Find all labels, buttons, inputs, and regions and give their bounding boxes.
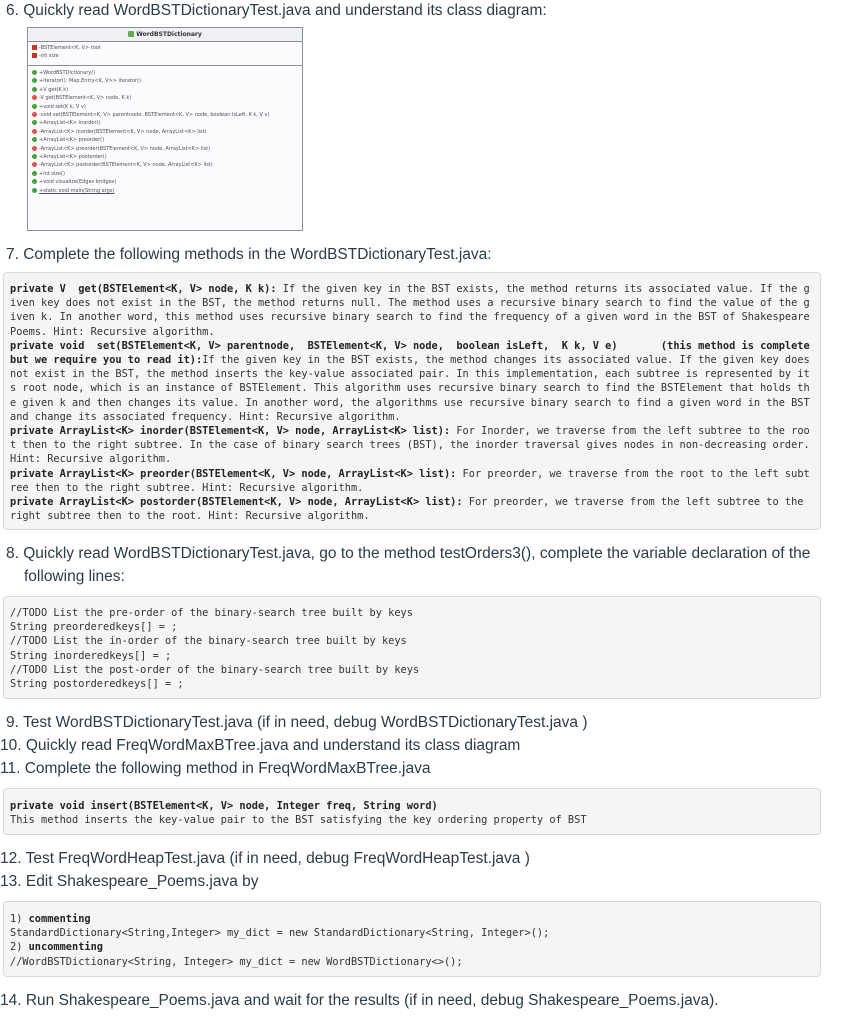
edit-instructions-box — [3, 901, 821, 977]
set-method-signature: private void set(BSTElement<K, V> parentnode, BSTElement<K, V> node, boolean isLeft, K k, V e) (this method is complete but we require you to read it): — [10, 339, 816, 367]
private-field-icon — [32, 45, 37, 50]
method-row: +void visualize(Edges bridges) — [32, 178, 298, 186]
public-method-icon — [32, 87, 37, 92]
step-8-text-line1: 8. Quickly read WordBSTDictionaryTest.java, go to the method testOrders3(), complete the variable declaration of the — [6, 545, 811, 562]
uncommenting-keyword: uncommenting — [28, 941, 104, 954]
private-method-icon — [32, 146, 37, 151]
insert-method-signature: private void insert(BSTElement<K, V> node, Integer freq, String word) — [10, 800, 438, 812]
method-row: -ArrayList<K> inorder(BSTElement<K, V> node, ArrayList<K> list) — [32, 128, 298, 136]
commenting-keyword: commenting — [28, 913, 91, 925]
method-row: +iterator(): Map.Entry<K, V>> iterator() — [32, 77, 298, 85]
public-method-icon — [32, 171, 37, 176]
public-method-icon — [32, 154, 37, 159]
private-field-icon — [32, 53, 37, 58]
step-12-text: 12. Test FreqWordHeapTest.java (if in need, debug FreqWordHeapTest.java ) — [0, 850, 530, 867]
code-line: //TODO List the in-order of the binary-search tree built by keys — [10, 635, 407, 648]
inorder-method-description: For Inorder, we traverse from the left subtree to the root then to the right subtree. In the case of binary search trees (BST), the inorder traversal gives nodes in non-decreasing order. Hint: Recursive algorithm. — [10, 425, 816, 466]
class-diagram-title — [28, 28, 302, 42]
private-method-icon — [32, 162, 37, 167]
public-method-icon — [32, 70, 37, 75]
step-13-text: 13. Edit Shakespeare_Poems.java by — [0, 873, 259, 890]
method-row: -void set(BSTElement<K, V> parentnode, BSTElement<K, V> node, boolean isLeft, K k, V v) — [32, 111, 298, 119]
method-row: +ArrayList<K> inorder() — [32, 119, 298, 127]
public-method-icon — [32, 179, 37, 184]
set-method-description: If the given key in the BST exists, the method changes its associated value. If the given key does not exist in the BST, the method inserts the key-value associated pair. In this implementation, each subtree is represented by its root node, which is an instance of BSTElement. This algorithm uses recursive binary search to find the BSTElement that holds the given k and then changes its value. In another word, the algorithms use recursive binary search to find a given word in the BST and change its associated frequency. Hint: Recursive algorithm. — [10, 354, 816, 423]
method-row: -ArrayList<K> postorder(BSTElement<K, V> node, ArrayList<K> list) — [32, 161, 298, 169]
postorder-method-description: For preorder, we traverse from the left subtree to the right subtree then to the root. Hint: Recursive algorithm. — [10, 496, 810, 523]
step-14-text: 14. Run Shakespeare_Poems.java and wait for the results (if in need, debug Shakespeare_Poems.java). — [0, 992, 719, 1009]
code-line: 1) commenting — [10, 913, 91, 925]
code-line: //TODO List the post-order of the binary-search tree built by keys — [10, 663, 420, 676]
method-row: +WordBSTDictionary() — [32, 69, 298, 77]
class-name: WordBSTDictionary — [136, 31, 202, 38]
method-row: +void set(K k, V v) — [32, 103, 298, 111]
method-row: -V get(BSTElement<K, V> node, K k) — [32, 94, 298, 102]
step-10-text: 10. Quickly read FreqWordMaxBTree.java and understand its class diagram — [0, 737, 521, 754]
inorder-method-signature: private ArrayList<K> inorder(BSTElement<K, V> node, ArrayList<K> list): — [10, 425, 451, 438]
class-icon — [128, 31, 134, 37]
code-line: //WordBSTDictionary<String, Integer> my_dict = new WordBSTDictionary<>(); — [10, 955, 463, 968]
public-method-icon — [32, 120, 37, 125]
get-method-signature: private V get(BSTElement<K, V> node, K k): — [10, 283, 277, 295]
step-9-text: 9. Test WordBSTDictionaryTest.java (if in need, debug WordBSTDictionaryTest.java ) — [6, 714, 588, 731]
step-6-text: 6. Quickly read WordBSTDictionaryTest.java and understand its class diagram: — [6, 2, 547, 19]
code-line: 2) uncommenting — [10, 941, 104, 954]
preorder-method-description: For preorder, we traverse from the root to the left subtree then to the right subtree. Hint: Recursive algorithm. — [10, 467, 810, 494]
code-line: String inorderedkeys[] = ; — [10, 649, 172, 662]
step-11-text: 11. Complete the following method in FreqWordMaxBTree.java — [0, 760, 431, 777]
class-diagram — [27, 27, 303, 231]
class-fields — [28, 42, 302, 66]
code-line: String preorderedkeys[] = ; — [10, 621, 178, 634]
method-row: +static void main(String args) — [32, 187, 298, 195]
get-method-description: If the given key in the BST exists, the method returns its associated value. If the given key does not exist in the BST, the method returns null. The method uses a recursive binary search to find the value of the given k. In another word, this method uses recursive binary search to find the frequency of a given word in the BST of Shakespeare Poems. Hint: Recursive algorithm. — [10, 283, 816, 338]
private-method-icon — [32, 95, 37, 100]
public-method-icon — [32, 104, 37, 109]
step-7-text: 7. Complete the following methods in the WordBSTDictionaryTest.java: — [6, 246, 492, 263]
method-row: -ArrayList<K> preorder(BSTElement<K, V> node, ArrayList<K> list) — [32, 145, 298, 153]
field-row: -BSTElement<K, V> root — [32, 44, 298, 52]
class-methods — [28, 66, 302, 198]
public-method-icon — [32, 78, 37, 83]
insert-method-box — [3, 788, 821, 835]
private-method-icon — [32, 112, 37, 117]
method-row: +ArrayList<K> preorder() — [32, 136, 298, 144]
method-row: +V get(K k) — [32, 86, 298, 94]
code-line: String postorderedkeys[] = ; — [10, 678, 184, 691]
code-line: StandardDictionary<String,Integer> my_dict = new StandardDictionary<String, Integer>(); — [10, 927, 550, 940]
methods-description-box — [3, 272, 821, 530]
public-method-icon — [32, 137, 37, 142]
code-line: //TODO List the pre-order of the binary-search tree built by keys — [10, 607, 413, 619]
postorder-method-signature: private ArrayList<K> postorder(BSTElement<K, V> node, ArrayList<K> list): — [10, 496, 463, 509]
step-8-text-line2: following lines: — [24, 568, 125, 585]
private-method-icon — [32, 129, 37, 134]
method-row: +ArrayList<K> postorder() — [32, 153, 298, 161]
method-row: +int size() — [32, 170, 298, 178]
field-row: -int size — [32, 52, 298, 60]
insert-method-description: This method inserts the key-value pair to the BST satisfying the key ordering property of BST — [10, 814, 587, 827]
preorder-method-signature: private ArrayList<K> preorder(BSTElement<K, V> node, ArrayList<K> list): — [10, 467, 457, 480]
public-method-icon — [32, 188, 37, 193]
variable-declaration-box — [3, 596, 821, 699]
